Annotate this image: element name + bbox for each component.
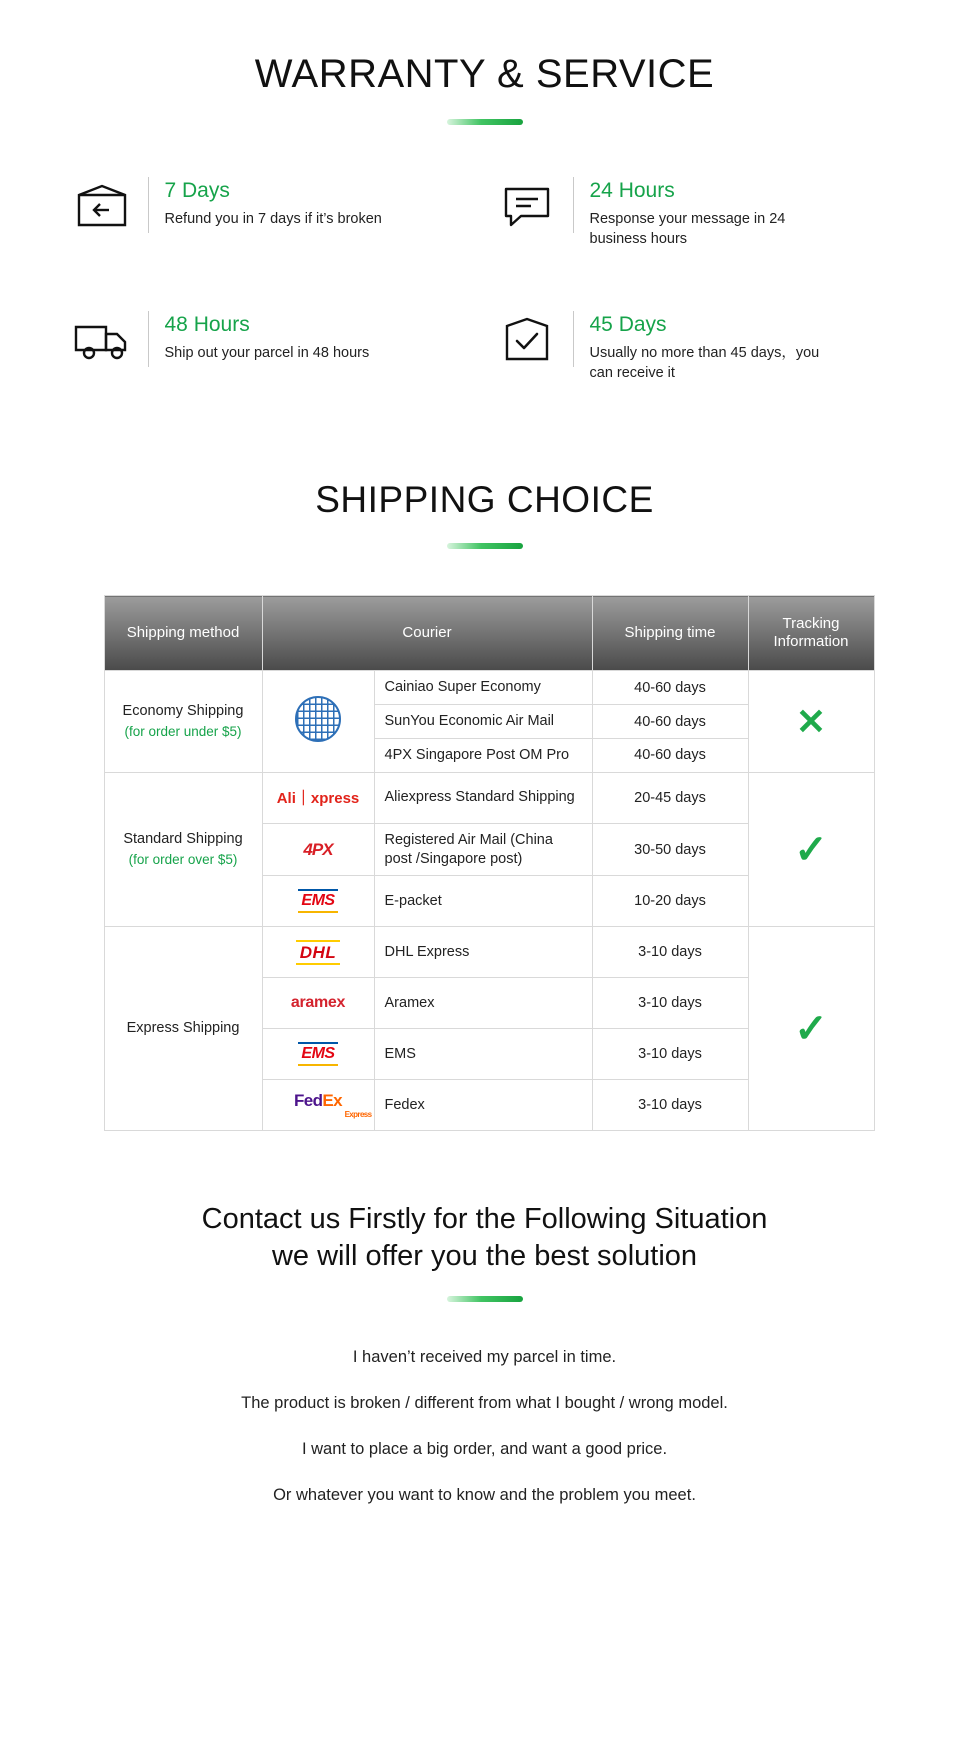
courier-name: E-packet	[374, 876, 592, 927]
feature-48-hours	[70, 311, 475, 383]
feature-subtitle: Response your message in 24 business hours	[589, 211, 786, 247]
courier-logo-aramex	[262, 978, 374, 1029]
courier-logo-4px	[262, 823, 374, 876]
checked-box-icon	[495, 311, 559, 369]
fedex-express-text: Express	[344, 1109, 372, 1119]
shipping-time: 40-60 days	[592, 705, 748, 739]
feature-24-hours	[495, 177, 900, 249]
shipping-title-divider	[447, 543, 523, 549]
cell-shipping-method	[104, 671, 262, 773]
list-item: I haven’t received my parcel in time.	[352, 1347, 617, 1366]
table-row	[104, 671, 874, 705]
header-courier: Courier	[262, 596, 592, 671]
feature-title: 45 Days	[589, 313, 667, 337]
courier-name: 4PX Singapore Post OM Pro	[374, 738, 592, 772]
feature-title: 24 Hours	[589, 179, 675, 202]
feature-separator	[573, 311, 574, 367]
shipping-time: 40-60 days	[592, 738, 748, 772]
shipping-table-wrapper	[104, 595, 866, 1131]
check-icon: ✓	[794, 1006, 828, 1051]
courier-name: Aliexpress Standard Shipping	[374, 772, 592, 823]
cell-shipping-method	[104, 927, 262, 1131]
contact-divider	[447, 1296, 523, 1302]
message-icon	[495, 177, 559, 235]
tracking-status	[748, 927, 874, 1131]
shipping-time: 30-50 days	[592, 823, 748, 876]
feature-subtitle: Refund you in 7 days if it’s broken	[164, 211, 382, 227]
contact-situation-list	[0, 1348, 969, 1505]
shipping-time: 10-20 days	[592, 876, 748, 927]
courier-logo-un	[262, 671, 374, 773]
courier-name: Registered Air Mail (China post /Singapore post)	[374, 823, 592, 876]
contact-section	[0, 1201, 969, 1505]
method-name: Express Shipping	[126, 1020, 240, 1037]
header-tracking-information: Tracking Information	[748, 596, 874, 671]
courier-name: EMS	[374, 1029, 592, 1080]
shipping-time: 40-60 days	[592, 671, 748, 705]
method-note: (for order over $5)	[128, 852, 238, 868]
feature-45-days	[495, 311, 900, 383]
check-icon: ✓	[794, 827, 828, 872]
cross-icon: ✕	[795, 700, 827, 742]
header-shipping-method: Shipping method	[104, 596, 262, 671]
shipping-time: 3-10 days	[592, 978, 748, 1029]
fedex-logo-icon	[265, 1091, 372, 1119]
feature-title: 48 Hours	[164, 313, 250, 337]
tracking-status	[748, 671, 874, 773]
fedex-ex-text: Ex	[322, 1090, 343, 1110]
contact-heading-line2: we will offer you the best solution	[271, 1239, 698, 1272]
warranty-feature-grid	[70, 177, 900, 383]
ems-logo-icon: EMS	[298, 1042, 337, 1066]
header-shipping-time: Shipping time	[592, 596, 748, 671]
courier-logo-ems	[262, 876, 374, 927]
method-name: Standard Shipping	[123, 831, 243, 848]
cell-shipping-method	[104, 772, 262, 927]
fourpx-logo-icon: 4PX	[303, 839, 333, 859]
shipping-time: 3-10 days	[592, 1080, 748, 1131]
list-item: The product is broken / different from what I bought / wrong model.	[241, 1393, 728, 1412]
list-item: I want to place a big order, and want a good price.	[301, 1439, 668, 1458]
feature-separator	[148, 311, 149, 367]
courier-logo-dhl	[262, 927, 374, 978]
method-note: (for order under $5)	[124, 724, 242, 740]
feature-subtitle: Usually no more than 45 days，you can receive it	[589, 345, 820, 381]
table-row	[104, 927, 874, 978]
page-title: WARRANTY & SERVICE	[254, 52, 715, 96]
feature-separator	[573, 177, 574, 233]
feature-7-days	[70, 177, 475, 249]
shipping-time: 3-10 days	[592, 1029, 748, 1080]
contact-heading-line1: Contact us Firstly for the Following Situation	[201, 1203, 768, 1236]
shipping-time: 3-10 days	[592, 927, 748, 978]
feature-title: 7 Days	[164, 179, 230, 202]
tracking-status	[748, 772, 874, 927]
shipping-title: SHIPPING CHOICE	[315, 479, 654, 521]
courier-name: Fedex	[374, 1080, 592, 1131]
feature-separator	[148, 177, 149, 233]
aramex-logo-icon: aramex	[290, 994, 346, 1012]
aliexpress-logo-icon: Ali｜xpress	[276, 790, 360, 808]
refund-box-icon	[70, 177, 134, 235]
shipping-table	[104, 595, 875, 1131]
courier-name: SunYou Economic Air Mail	[374, 705, 592, 739]
fedex-fed-text: Fed	[293, 1090, 323, 1110]
method-name: Economy Shipping	[122, 703, 244, 720]
title-divider	[447, 119, 523, 125]
courier-name: Cainiao Super Economy	[374, 671, 592, 705]
courier-name: Aramex	[374, 978, 592, 1029]
truck-icon	[70, 311, 134, 369]
courier-name: DHL Express	[374, 927, 592, 978]
courier-logo-fedex	[262, 1080, 374, 1131]
dhl-logo-icon: DHL	[296, 940, 340, 965]
ems-logo-icon: EMS	[298, 889, 337, 913]
list-item: Or whatever you want to know and the problem you meet.	[273, 1485, 696, 1504]
courier-logo-ems	[262, 1029, 374, 1080]
table-header-row	[104, 596, 874, 671]
feature-subtitle: Ship out your parcel in 48 hours	[164, 345, 370, 362]
courier-logo-aliexpress	[262, 772, 374, 823]
shipping-time: 20-45 days	[592, 772, 748, 823]
table-row	[104, 772, 874, 823]
un-icon	[295, 696, 341, 742]
